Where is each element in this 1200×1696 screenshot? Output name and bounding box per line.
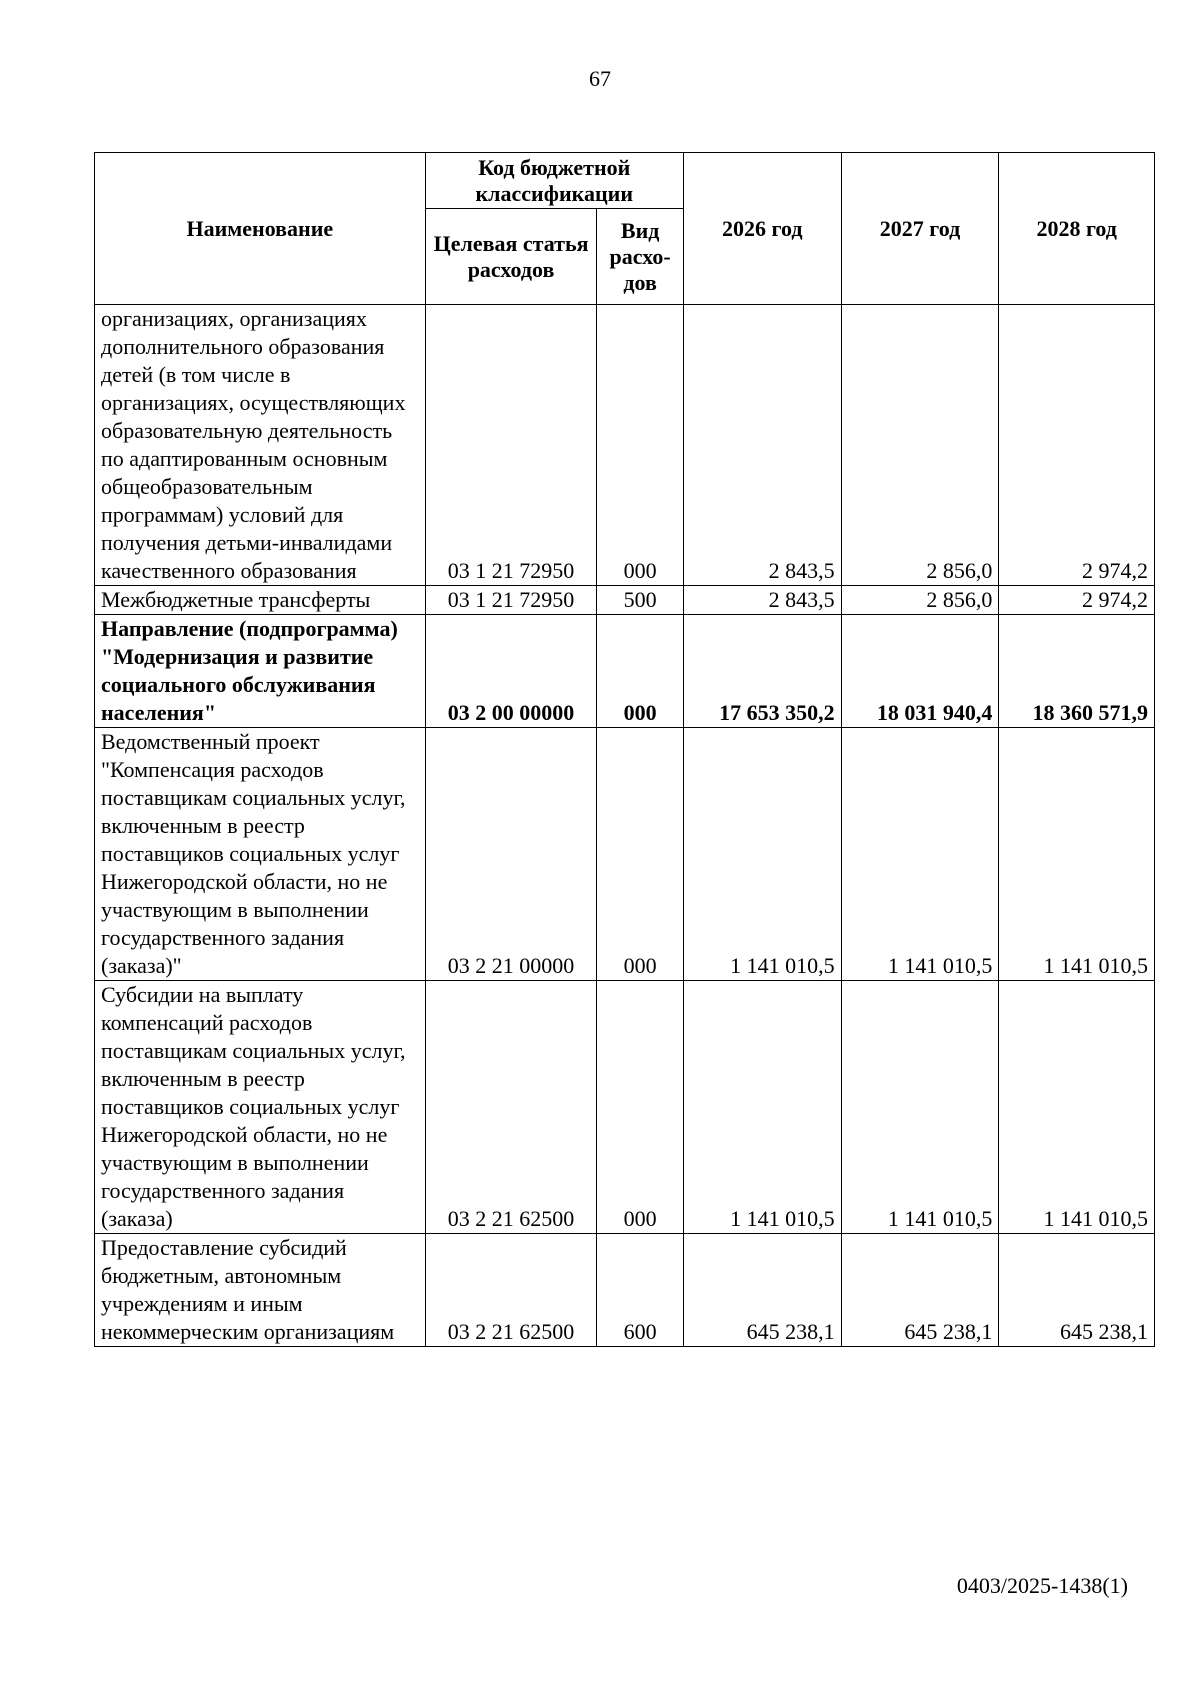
row-name: Межбюджетные трансферты xyxy=(95,586,426,615)
header-kbk: Код бюджетной классификации xyxy=(425,153,683,209)
row-2027: 2 856,0 xyxy=(841,305,999,586)
budget-table xyxy=(94,152,1155,1347)
row-2027: 645 238,1 xyxy=(841,1234,999,1347)
row-code: 03 2 00 00000 xyxy=(425,615,597,728)
row-2027: 1 141 010,5 xyxy=(841,728,999,981)
row-2028: 2 974,2 xyxy=(999,305,1155,586)
row-vid: 000 xyxy=(597,305,683,586)
header-2028: 2028 год xyxy=(999,153,1155,305)
row-2026: 1 141 010,5 xyxy=(683,728,841,981)
row-2026: 17 653 350,2 xyxy=(683,615,841,728)
table-row xyxy=(95,615,1155,728)
row-2028: 1 141 010,5 xyxy=(999,981,1155,1234)
header-2027: 2027 год xyxy=(841,153,999,305)
row-vid: 000 xyxy=(597,615,683,728)
row-name: Направление (подпрограмма) "Модернизация и развитие социального обслуживания населения" xyxy=(95,615,426,728)
table-row xyxy=(95,728,1155,981)
row-2028: 645 238,1 xyxy=(999,1234,1155,1347)
row-code: 03 1 21 72950 xyxy=(425,305,597,586)
document-registration-code: 0403/2025-1438(1) xyxy=(956,1573,1128,1598)
row-name: Ведомственный проект "Компенсация расходов поставщикам социальных услуг, включенным в реестр поставщиков социальных услуг Нижегородской области, но не участвующим в выполнении государственного задания (заказа)" xyxy=(95,728,426,981)
row-vid: 600 xyxy=(597,1234,683,1347)
row-2027: 2 856,0 xyxy=(841,586,999,615)
row-2027: 1 141 010,5 xyxy=(841,981,999,1234)
row-2028: 2 974,2 xyxy=(999,586,1155,615)
row-code: 03 2 21 00000 xyxy=(425,728,597,981)
row-2028: 18 360 571,9 xyxy=(999,615,1155,728)
table-row xyxy=(95,586,1155,615)
table-row xyxy=(95,1234,1155,1347)
row-vid: 500 xyxy=(597,586,683,615)
row-name: Предоставление субсидий бюджетным, автономным учреждениям и иным некоммерческим организациям xyxy=(95,1234,426,1347)
row-2026: 645 238,1 xyxy=(683,1234,841,1347)
header-name: Наименование xyxy=(95,153,426,305)
row-2026: 1 141 010,5 xyxy=(683,981,841,1234)
header-target-article: Целевая статья расходов xyxy=(425,209,597,305)
page-number: 67 xyxy=(589,66,611,91)
row-vid: 000 xyxy=(597,728,683,981)
row-2027: 18 031 940,4 xyxy=(841,615,999,728)
row-code: 03 2 21 62500 xyxy=(425,981,597,1234)
table-header xyxy=(95,153,1155,305)
table-row xyxy=(95,305,1155,586)
row-2028: 1 141 010,5 xyxy=(999,728,1155,981)
row-2026: 2 843,5 xyxy=(683,586,841,615)
row-code: 03 2 21 62500 xyxy=(425,1234,597,1347)
table-row xyxy=(95,981,1155,1234)
header-expense-type: Вид расхо-дов xyxy=(597,209,683,305)
row-code: 03 1 21 72950 xyxy=(425,586,597,615)
row-name: Субсидии на выплату компенсаций расходов поставщикам социальных услуг, включенным в реестр поставщиков социальных услуг Нижегородской области, но не участвующим в выполнении государственного задания (заказа) xyxy=(95,981,426,1234)
row-name: организациях, организациях дополнительного образования детей (в том числе в организациях, осуществляющих образовательную деятельность по адаптированным основным общеобразовательным программам) условий для получения детьми-инвалидами качественного образования xyxy=(95,305,426,586)
row-2026: 2 843,5 xyxy=(683,305,841,586)
header-2026: 2026 год xyxy=(683,153,841,305)
row-vid: 000 xyxy=(597,981,683,1234)
